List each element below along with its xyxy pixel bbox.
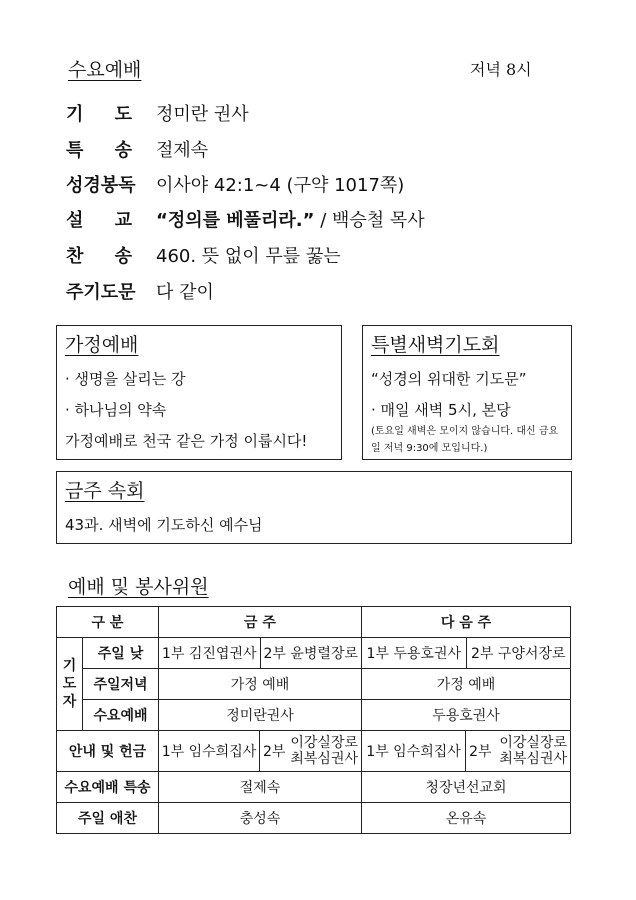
sermon-title: “정의를 베풀리라.” (156, 210, 315, 231)
duty-title: 예배 및 봉사위원 (68, 576, 209, 598)
cell-value: 온유속 (362, 803, 571, 834)
row-label: 주일 낮 (83, 638, 159, 669)
table-row (57, 772, 571, 803)
order-label: 주기도문 (66, 282, 136, 303)
table-row (57, 803, 571, 834)
table-row (57, 700, 571, 731)
dawn-prayer-title: 특별새벽기도회 (371, 334, 500, 356)
cell-value: 1부 임수희집사 (366, 744, 461, 760)
order-row-hymn (66, 242, 341, 268)
dawn-note: (토요일 새벽은 모이지 않습니다. 대신 금요일 저녁 9:30에 모입니다.) (371, 426, 559, 454)
cell-value: 청장년선교회 (362, 772, 571, 803)
cell-value: 절제속 (159, 772, 362, 803)
cell-value: 두용호권사 (362, 700, 571, 731)
cell-value: 1부 두용호권사 (366, 646, 461, 662)
cell-value: 2부 윤병렬장로 (260, 638, 362, 668)
cell-value: 가정 예배 (362, 669, 571, 700)
table-row (57, 669, 571, 700)
duty-table (56, 606, 571, 834)
order-label: 성경봉독 (66, 175, 136, 196)
wednesday-title: 수요예배 (68, 59, 142, 81)
cell-meeting-text: 43과. 새벽에 기도하신 예수님 (65, 516, 263, 534)
table-row (57, 607, 571, 638)
table-row (57, 731, 571, 772)
wednesday-time: 저녁 8시 (470, 60, 532, 79)
order-row-scripture (66, 171, 404, 197)
cell-value: 충성속 (159, 803, 362, 834)
order-row-lords-prayer (66, 278, 214, 304)
family-line: · 생명을 살리는 강 (65, 370, 186, 388)
order-value: 정미란 권사 (156, 104, 249, 125)
order-value: 절제속 (156, 140, 209, 161)
row-label: 주일저녁 (83, 669, 159, 700)
dawn-line: · 매일 새벽 5시, 본당 (371, 401, 511, 419)
table-row (57, 638, 571, 669)
order-row-prayer (66, 100, 249, 126)
cell-value: 1부 김진엽권사 (161, 646, 257, 662)
row-label: 수요예배 특송 (57, 772, 159, 803)
row-label: 안내 및 헌금 (57, 731, 159, 772)
sermon-preacher: / 백승철 목사 (314, 210, 425, 231)
order-label: 기 도 (66, 104, 132, 125)
prayer-group-label: 기 도 자 (57, 638, 83, 731)
dawn-line: “성경의 위대한 기도문” (371, 370, 527, 388)
order-value: 다 같이 (156, 282, 214, 303)
cell-value: 2부 (469, 744, 492, 760)
order-value: 460. 뜻 없이 무릎 꿇는 (156, 246, 341, 267)
order-label: 설 교 (66, 210, 132, 231)
family-worship-box (56, 325, 342, 460)
family-worship-title: 가정예배 (65, 334, 139, 356)
cell-value: 이강실장로 최복심권사 (290, 735, 358, 767)
header-category: 구 분 (57, 607, 159, 638)
cell-value: 가정 예배 (159, 669, 362, 700)
cell-meeting-box (56, 471, 572, 544)
row-label: 수요예배 (83, 700, 159, 731)
family-line: 가정예배로 천국 같은 가정 이룹시다! (65, 432, 308, 450)
order-row-sermon (66, 206, 425, 232)
order-label: 찬 송 (66, 246, 132, 267)
cell-value: 이강실장로 최복심권사 (499, 735, 567, 767)
cell-value: 2부 (263, 744, 286, 760)
dawn-prayer-box (362, 325, 572, 460)
cell-value: 정미란권사 (159, 700, 362, 731)
header-this-week: 금 주 (159, 607, 362, 638)
cell-value: 1부 임수희집사 (161, 744, 257, 760)
order-row-special-song (66, 136, 208, 162)
family-line: · 하나님의 약속 (65, 401, 167, 419)
order-label: 특 송 (66, 140, 132, 161)
cell-value: 2부 구양서장로 (466, 638, 571, 668)
order-value: 이사야 42:1~4 (구약 1017쪽) (156, 175, 405, 196)
cell-meeting-title: 금주 속회 (65, 480, 145, 502)
row-label: 주일 애찬 (57, 803, 159, 834)
header-next-week: 다 음 주 (362, 607, 571, 638)
